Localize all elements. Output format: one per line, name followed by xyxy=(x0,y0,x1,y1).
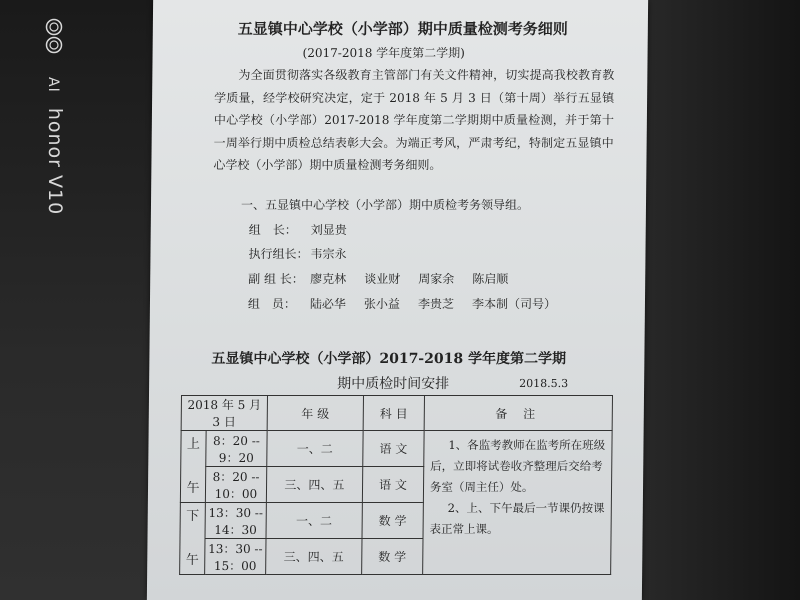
role-member: 周家余 xyxy=(418,272,455,286)
role-label: 组 长： xyxy=(248,223,297,237)
header-grade: 年 级 xyxy=(267,396,363,431)
background-right xyxy=(630,0,800,600)
paper-sheet xyxy=(147,0,648,600)
watermark-model: V10 xyxy=(44,175,66,216)
header-remarks: 备 注 xyxy=(424,396,612,431)
role-label: 副 组 长： xyxy=(248,272,304,286)
watermark-ai: AI xyxy=(45,77,61,93)
schedule-table xyxy=(179,395,613,575)
schedule-subtitle: 期中质检时间安排 xyxy=(337,376,450,392)
section-heading-1: 一、五显镇中心学校（小学部）期中质检考务领导组。 xyxy=(240,198,530,212)
role-row-executive xyxy=(248,245,364,262)
role-label: 执行组长： xyxy=(248,247,309,261)
camera-watermark xyxy=(32,18,72,216)
cell-time: 13：30 -- 14：30 xyxy=(205,503,266,539)
role-member: 张小益 xyxy=(363,297,401,311)
remark-2: 2、上、下午最后一节课仍按课表正常上课。 xyxy=(429,501,605,536)
role-label: 组 员： xyxy=(247,297,297,311)
role-member: 陆必华 xyxy=(309,297,347,311)
role-member: 李本制（司号） xyxy=(471,297,557,311)
schedule-date: 2018.5.3 xyxy=(519,377,569,390)
cell-time: 8：20 -- 9：20 xyxy=(206,431,267,467)
remarks-cell xyxy=(423,431,613,575)
afternoon-label: 下 午 xyxy=(180,503,206,575)
role-row-leader xyxy=(249,221,365,238)
role-member: 刘显贵 xyxy=(310,223,347,237)
cell-subject: 语 文 xyxy=(362,467,423,503)
remark-1: 1、各监考教师在监考所在班级后，立即将试卷收齐整理后交给考务室（周主任）处。 xyxy=(429,438,606,494)
watermark-brand: honor xyxy=(44,107,66,168)
cell-grade: 三、四、五 xyxy=(266,467,362,503)
role-member: 谈业财 xyxy=(364,272,401,286)
header-subject: 科 目 xyxy=(363,396,424,431)
role-member: 廖克林 xyxy=(310,272,347,286)
document-title: 五显镇中心学校（小学部）期中质量检测考务细则 xyxy=(237,20,568,38)
table-header-row xyxy=(181,396,612,431)
schedule-title: 五显镇中心学校（小学部）2017-2018 学年度第二学期 xyxy=(211,351,567,367)
table-row xyxy=(181,431,612,467)
document-subtitle: (2017-2018 学年度第二学期) xyxy=(302,46,465,60)
background-left xyxy=(0,0,160,600)
cell-subject: 数 学 xyxy=(362,539,423,575)
role-member: 陈启顺 xyxy=(472,272,509,286)
role-row-members xyxy=(248,295,574,312)
cell-subject: 语 文 xyxy=(363,431,424,467)
cell-grade: 一、二 xyxy=(267,431,363,467)
intro-paragraph: 为全面贯彻落实各级教育主管部门有关文件精神，切实提高我校教育教学质量，经学校研究决定，定于 2018 年 5 月 3 日（第十周）举行五显镇中心学校（小学部）2017-2018 学年度第二学期期中质量检测，并于第十一周举行期中质检总结表彰大会。为端正考风，严肃考纪，特制定五显镇中心学校（小学部）期中质量检测考务细则。 xyxy=(213,68,615,172)
role-member: 韦宗永 xyxy=(310,247,347,261)
cell-grade: 三、四、五 xyxy=(266,539,362,575)
cell-time: 8：20 -- 10：00 xyxy=(205,467,266,503)
dual-camera-rings-icon xyxy=(46,18,64,56)
morning-label: 上 午 xyxy=(180,431,206,503)
cell-subject: 数 学 xyxy=(362,503,423,539)
cell-time: 13：30 -- 15：00 xyxy=(205,539,266,575)
cell-grade: 一、二 xyxy=(266,503,362,539)
role-member: 李贵芝 xyxy=(417,297,455,311)
header-date: 2018 年 5 月 3 日 xyxy=(181,396,267,431)
role-row-deputy xyxy=(248,270,526,287)
